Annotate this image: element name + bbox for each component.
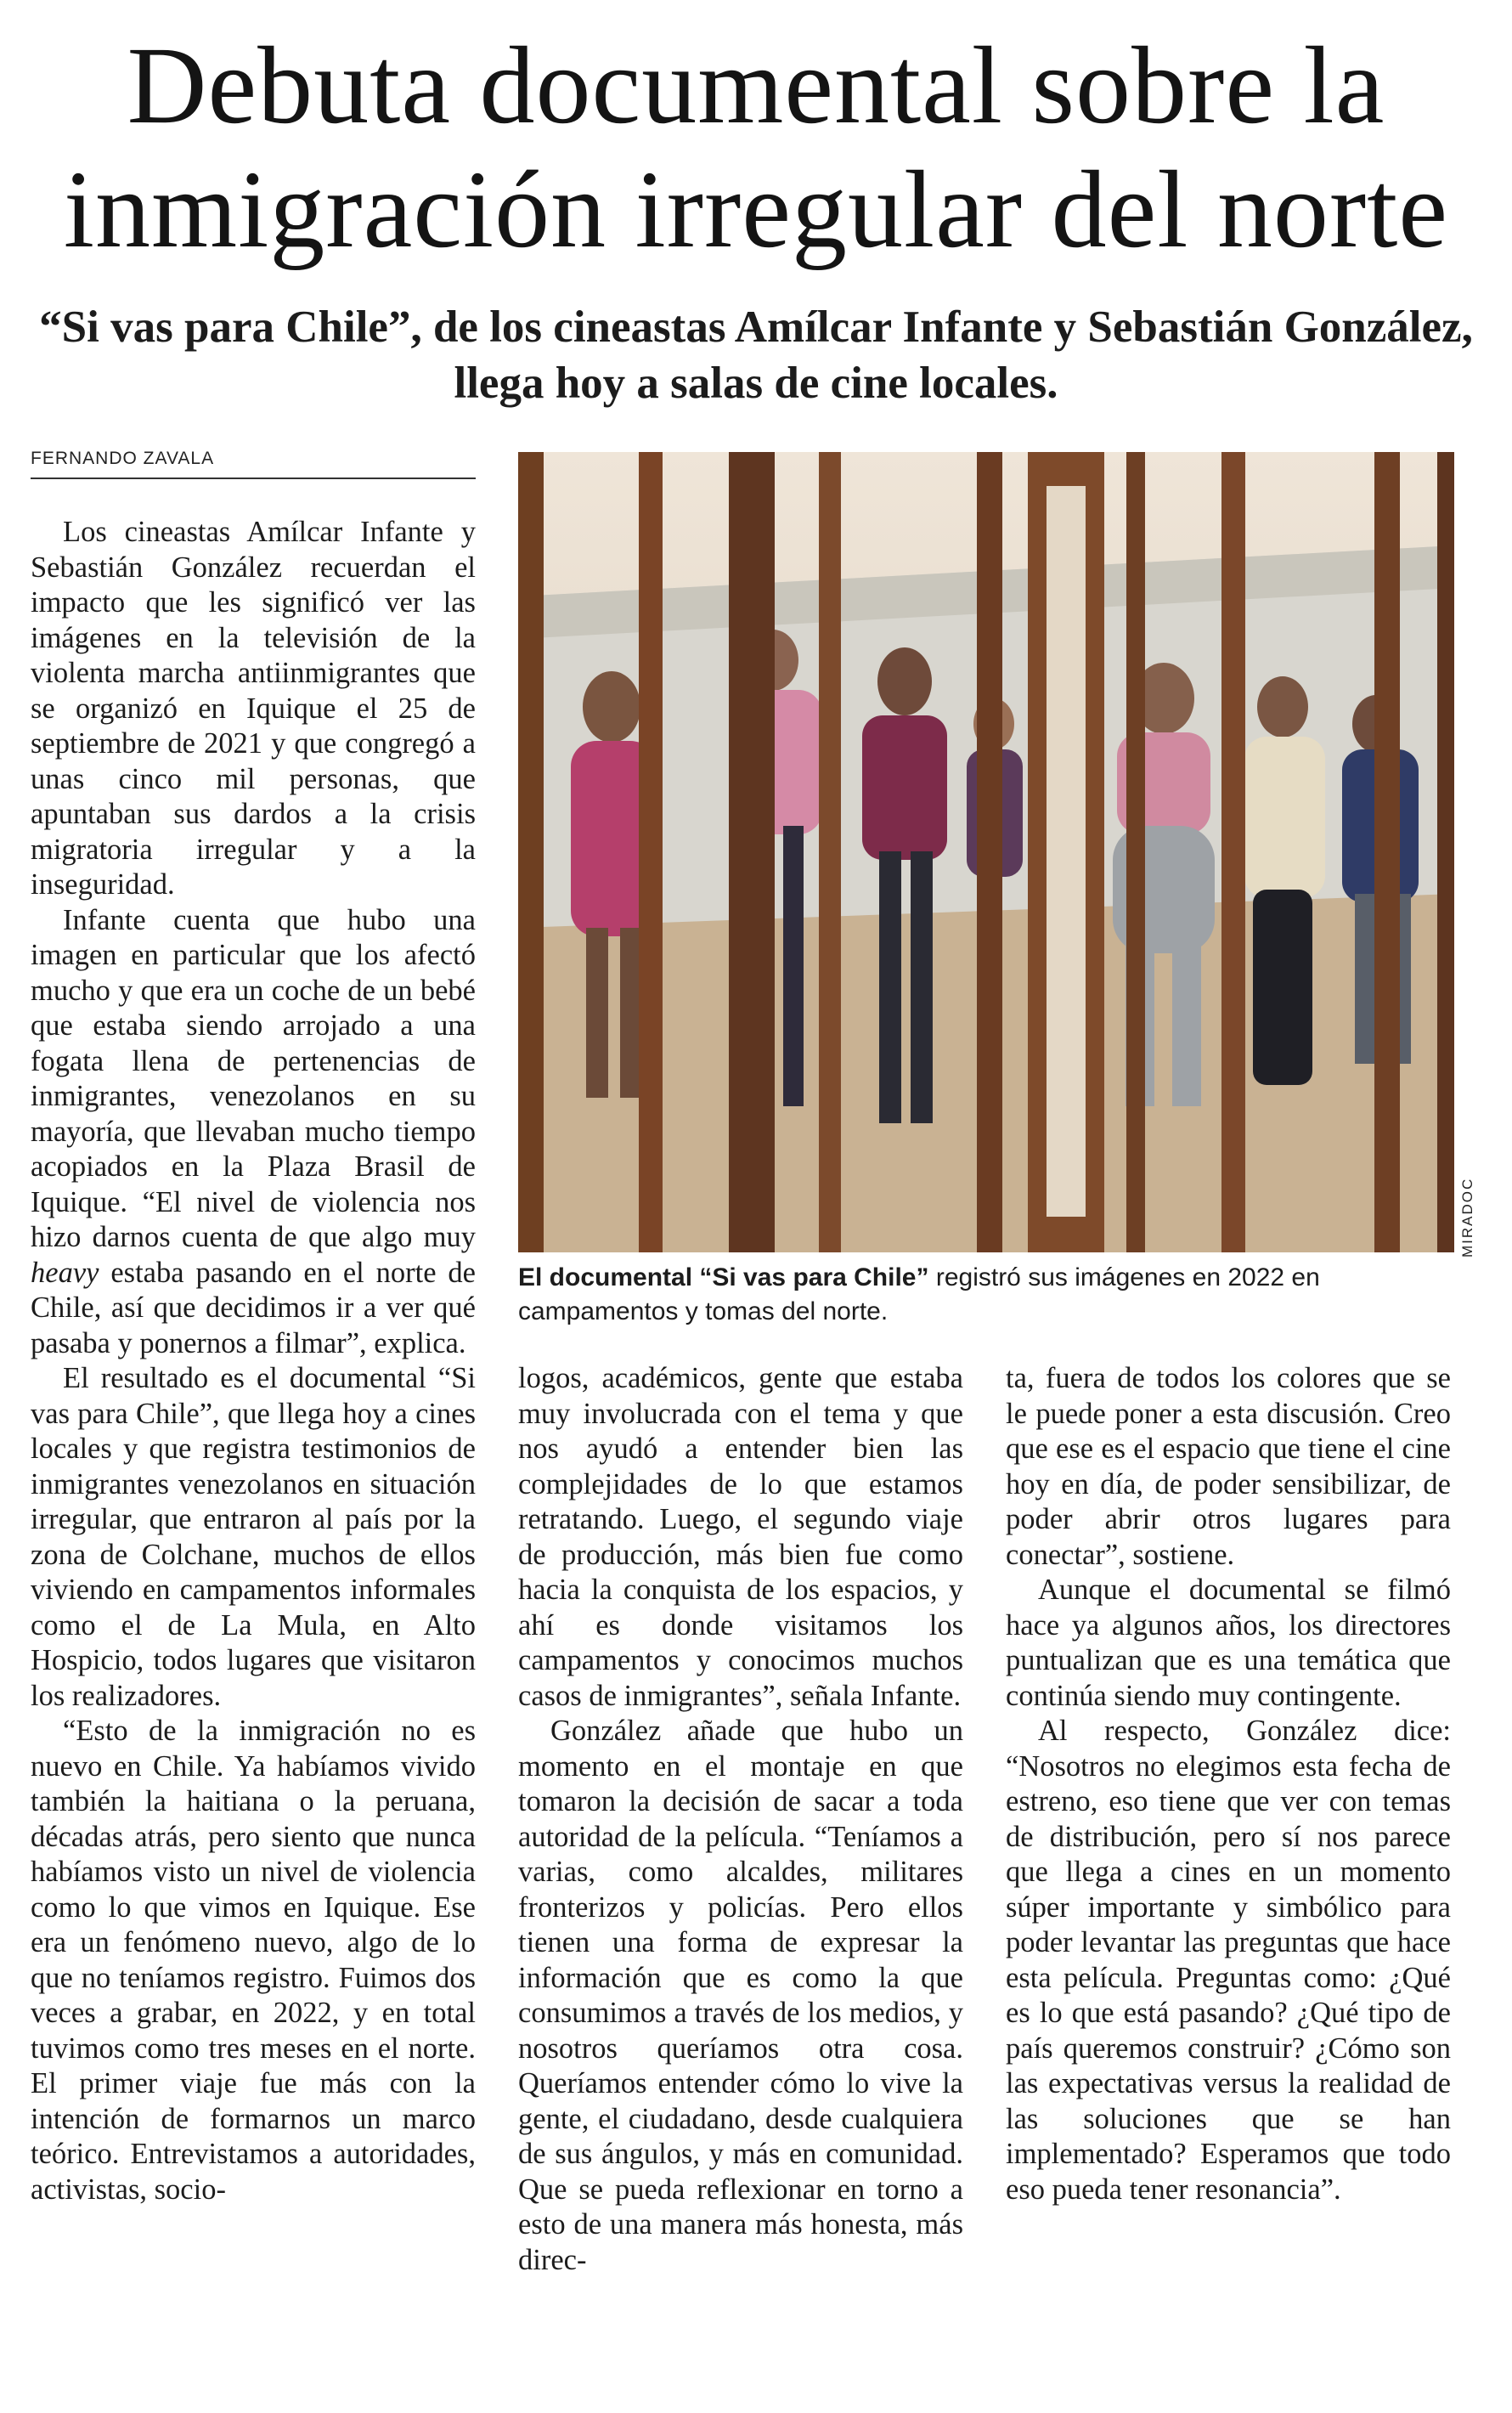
paragraph-4-continued: logos, académicos, gente que estaba muy involucrada con el tema y que nos ayudó a entender bien las complejidades de lo que estamos retratando. Luego, el segundo viaje de producción, más bien fue como hacia la conquista de los espacios, y ahí es donde visitamos los campamentos y conocimos muchos casos de inmigrantes”, señala Infante. (518, 1362, 963, 1712)
column-1 (31, 515, 476, 2384)
paragraph-7: Al respecto, González dice: “Nosotros no elegimos esta fecha de estreno, eso tiene que ver con temas de distribución, pero sí nos parece que llega a cines en un momento súper importante y simbólico para poder levantar las preguntas que hace esta película. Preguntas como: ¿Qué es lo que está pasando? ¿Qué tipo de país queremos construir? ¿Cómo son las expectativas versus la realidad de las soluciones que se han implementado? Esperamos que todo eso pueda tener resonancia”. (1006, 1715, 1451, 2206)
paragraph-4-start: “Esto de la inmigración no es nuevo en Chile. Ya habíamos vivido también la haitiana o la peruana, décadas atrás, pero siento que nunca habíamos visto un nivel de violencia como lo que vimos en Iquique. Ese era un fenómeno nuevo, algo de lo que no teníamos registro. Fuimos dos veces a grabar, en 2022, y en total tuvimos como tres meses en el norte. El primer viaje fue más con la intención de formarnos un marco teórico. Entrevistamos a autoridades, activistas, socio- (31, 1715, 476, 2206)
photo-credit: MIRADOC (1459, 1177, 1475, 1257)
column-3 (1006, 1361, 1451, 2381)
caption-text: registró sus imágenes en 2022 en campamentos y tomas del norte. (518, 1263, 1320, 1325)
paragraph-6: Aunque el documental se filmó hace ya algunos años, los directores puntualizan que es una temática que continúa siendo muy contingente. (1006, 1574, 1451, 1712)
headline: Debuta documental sobre la inmigración irregular del norte (63, 25, 1449, 271)
subheadline: “Si vas para Chile”, de los cineastas Amílcar Infante y Sebastián González, llega hoy a salas de cine locales. (39, 302, 1473, 408)
paragraph-5-continued: ta, fuera de todos los colores que se le puede poner a esta discusión. Creo que ese es el espacio que tiene el cine hoy en día, de poder sensibilizar, de poder abrir otros lugares para conectar”, sostiene. (1006, 1362, 1451, 1571)
paragraph-5-start: González añade que hubo un momento en el montaje en que tomaron la decisión de sacar a toda autoridad de la película. “Teníamos a varias, como alcaldes, militares fronterizos y policías. Pero ellos tienen una forma de expresar la información que es como la que consumimos a través de los medios, y nosotros queríamos otra cosa. Queríamos entender cómo lo vive la gente, el ciudadano, desde cualquiera de sus ángulos, y más en comunidad. Que se pueda reflexionar en torno a esto de una manera más honesta, más direc- (518, 1715, 963, 2276)
paragraph-3: El resultado es el documental “Si vas para Chile”, que llega hoy a cines locales y que registra testimonios de inmigrantes venezolanos en situación irregular, que entraron al país por la zona de Colchane, muchos de ellos viviendo en campamentos informales como el de La Mula, en Alto Hospicio, todos lugares que visitaron los realizadores. (31, 1362, 476, 1712)
photo-illustration (518, 452, 1454, 1252)
caption-lead: El documental “Si vas para Chile” (518, 1263, 929, 1291)
photo-caption (518, 1261, 1461, 1329)
byline: FERNANDO ZAVALA (31, 449, 476, 479)
paragraph-2-emphasis: heavy (31, 1256, 99, 1289)
paragraph-2-text-a: Infante cuenta que hubo una imagen en particular que los afectó mucho y que era un coche de un bebé que estaba siendo arrojado a una fogata llena de pertenencias de inmigrantes, venezolanos en su mayoría, que llevaban mucho tiempo acopiados en la Plaza Brasil de Iquique. “El nivel de violencia nos hizo darnos cuenta de que algo muy (31, 903, 476, 1253)
article-photo (518, 452, 1454, 1252)
paragraph-2-text-b: estaba pasando en el norte de Chile, así que decidimos ir a ver qué pasaba y ponernos a filmar”, explica. (31, 1256, 476, 1359)
paragraph-1: Los cineastas Amílcar Infante y Sebastián González recuerdan el impacto que les significó ver las imágenes en la televisión de la violenta marcha antiinmigrantes que se organizó en Iquique el 25 de septiembre de 2021 y que congregó a unas cinco mil personas, que apuntaban sus dardos a la crisis migratoria irregular y a la inseguridad. (31, 516, 476, 901)
paragraph-2 (31, 903, 476, 1362)
column-2 (518, 1361, 963, 2381)
